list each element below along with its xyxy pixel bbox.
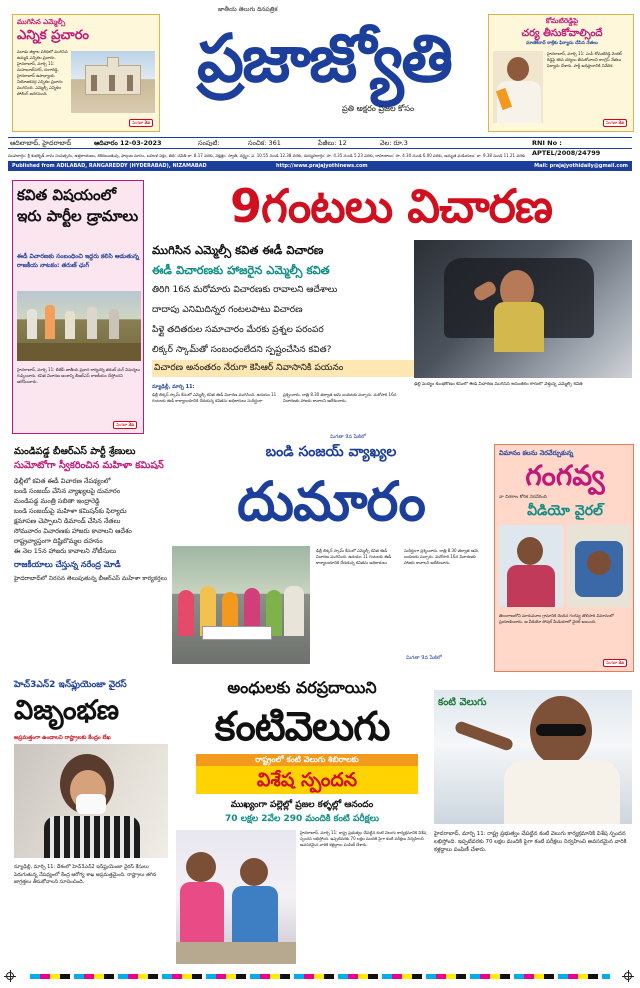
lead-bullet: తిరిగి 16న మరోమారు విచారణకు రావాలని ఆదేశాలు (152, 285, 338, 295)
side-box-more[interactable]: మిగతా 3వ (113, 421, 137, 429)
gangavva-box[interactable] (494, 444, 634, 672)
protest-field-photo (17, 291, 141, 361)
kanti-band (196, 754, 418, 794)
brs-line: క్షమాపణ చెప్పాలని డిమాండ్ చేసిన నేతలు (14, 517, 121, 525)
kanti-line2: 70 లక్షల 2వేల 290 మందికి కంటి పరీక్షలు (225, 814, 379, 824)
virus-body: న్యూఢిల్లీ, మార్చి 11: దేశంలో హెచ్3ఎన్2 ఇన్‌ఫ్లుయెంజా వైరస్ కేసులు పెరుగుతున్న నేపథ్యంలో కేంద్ర ఆరోగ్య శాఖ అప్రమత్తమైంది. రాష్ట్రాలు తగిన జాగ్రత్తలు తీసుకోవాలని సూచించింది. (14, 864, 157, 885)
kanti-banner-text: కంటి వెలుగు (438, 697, 487, 708)
masthead-motto: ప్రతి అక్షరం ప్రజల కోసం (342, 104, 415, 113)
gangavva-sub: వీడియో వైరల్ (527, 503, 603, 519)
gangavva-tag: నా చిరకాల కోరిక నెరవేరింది (499, 495, 547, 500)
website-link[interactable]: http://www.prajajyothinews.com (276, 163, 368, 169)
dateline-volume: సంపుటి: (198, 139, 220, 147)
side-box-headline: కవిత విషయంలో ఇరు పార్టీల డ్రామాలు (17, 186, 139, 225)
lead-bullet: ముగిసిన ఎమ్మెల్సీ కవిత ఈడీ విచారణ (152, 243, 324, 257)
gangavva-headline: గంగవ్వ (525, 459, 605, 492)
left-teaser-headline: ఎన్నిక ప్రచారం (17, 28, 89, 43)
gangavva-photo-1 (499, 525, 563, 607)
lead-bullet: దాదాపు ఎనిమిదిన్నర గంటలపాటు విచారణ (152, 305, 303, 315)
dateline-issue: సంచిక: 361 (248, 139, 281, 147)
brs-line: బండి సంజయ్‌పై మహిళా కమిషన్‌కు ఫిర్యాదు (14, 507, 127, 515)
brs-line: బండి సంజయ్ చేసిన వ్యాఖ్యలపై దుమారం (14, 487, 121, 495)
dateline-pages: పేజీలు: 12 (318, 139, 347, 147)
kavita-photo-caption: ఢిల్లీ మద్యం కుంభకోణం కేసులో ఈడీ విచారణ ముగిసిన అనంతరం కారులో వెళ్తున్న ఎమ్మెల్సీ కవిత (414, 382, 583, 387)
gangavva-photo-2 (567, 525, 631, 607)
lead-body: ఢిల్లీ లిక్కర్ స్కామ్ కేసులో ఎమ్మెల్సీ కవిత ఈడీ విచారణ ముగిసింది. ఉదయం 11 గంటలకు ఈడీ కార్యాలయానికి చేరుకున్న కవితను అధికారులు సుదీర్ఘంగా ప్రశ్నించారు. రాత్రి 8.30 తర్వాత ఆమె బయటకు వచ్చారు. మరోసారి 16న విచారణకు హాజరు కావాలని ఆదేశించారు. (152, 392, 397, 403)
published-from: Published from ADILABAD, RANGAREDDY (HYDERABAD), NIZAMABAD (12, 163, 207, 169)
right-teaser-headline: చర్య తీసుకోవాల్సిందే (521, 28, 603, 39)
brs-sub: సుమోటోగా స్వీకరించిన మహిళా కమిషన్ (14, 460, 164, 471)
dumaram-more[interactable]: మిగతా 9వ పేజీలో (406, 655, 442, 661)
side-box-body: హైదరాబాద్, మార్చి 11: బీజేపీ జాతీయ ప్రధాన కార్యదర్శి తరుణ్ ఛుగ్ విమర్శలు గుప్పించారు. కవిత విచారణ అంశాన్ని బీఆర్ఎస్ రాజకీయం చేస్తోందని ఆరోపించారు. (17, 367, 140, 384)
right-teaser-body: హైదరాబాద్, మార్చి 11: ఎంపీ కోమటిరెడ్డి వెంకట్ రెడ్డిపై కఠిన చర్యలు తీసుకోవాలని కాంగ్రెస్ నేతలు ఫిర్యాదు చేశారు. పార్టీ అధిష్ఠానానికి నివేదిక. (547, 51, 622, 68)
color-bar (30, 974, 610, 979)
kanti-headline: కంటివెలుగు (214, 704, 390, 750)
brs-left-body (14, 574, 168, 654)
kavita-car-photo (414, 240, 632, 378)
election-office-photo (71, 51, 155, 113)
komatireddy-photo (493, 51, 543, 123)
kanti-right-body (434, 830, 632, 964)
lead-headline: 9గంటలు విచారణ (230, 179, 552, 233)
right-teaser-sub: మాణిక్‌రావ్ ఠాక్రేకు ఫిర్యాదు చేసిన నేతలు (526, 41, 598, 46)
dateline-date: ఆదివారం 12-03-2023 (94, 139, 162, 147)
dumaram-body (316, 548, 486, 652)
publisher-bar (8, 161, 632, 171)
brs-line: ఈ నెల 15న హాజరు కావాలని నోటీసులు (14, 547, 117, 555)
gangavva-body: తెలంగాణలోని మారుమూల గ్రామానికి చెందిన గంగవ్వ తొలిసారి విమానంలో ప్రయాణించారు. ఆ వీడియో సోషల్ మీడియాలో వైరల్ అయింది. (499, 613, 614, 624)
left-teaser[interactable] (12, 14, 160, 132)
brs-line: సోమవారం విచారణకు హాజరు కావాలని ఆదేశం (14, 527, 132, 535)
brs-headline: మండిపడ్డ బీఆర్ఎస్ పార్టీ శ్రేణులు (14, 446, 136, 457)
gangavva-kicker: విమానం కలను నెరవేర్చుకున్న (499, 449, 574, 457)
gangavva-more[interactable]: మిగతా 3వ (603, 659, 627, 667)
right-teaser-more[interactable]: మిగతా 3వ (603, 119, 627, 127)
lead-side-box[interactable] (12, 180, 144, 434)
left-teaser-kicker: ముగిసిన ఎమ్మెల్సీ (17, 18, 66, 26)
sick-woman-photo (14, 744, 168, 858)
kanti-kicker: అంధులకు వరప్రదాయిని (227, 678, 377, 697)
side-box-sub: ఈడీ విచారణకు సంబంధించి ఇద్దరు కలిసి ఆడుతున్న రాజకీయ నాటకం: తరుణ్ ఛుగ్ (17, 253, 139, 269)
dateline-city: ఆదిలాబాద్, హైదరాబాద్ (10, 139, 72, 147)
lead-bullet: విచారణ అనంతరం నేరుగా కెసిఆర్ నివాసానికి పయనం (152, 360, 414, 377)
panchang-line: ముహూర్తం: శ్రీ శుభకృత్ నామ సంవత్సరం, ఉత్తరాయణం, శిశిరఋతువు, ఫాల్గుణ మాసం, బహుళ పక్షం, తిథి: చవితి రా. 8.17 వరకు, నక్షత్రం: స్వాతి, వర్జ్యం: ప. 10.55 నుండి 12.38 వరకు, దుర్ముహూర్తం: సా. 4.35 నుండి 5.23 వరకు, రాహుకాలం: సా. 4.30 నుండి 6.00 వరకు, అమృత ఘడియలు: రా. 9.38 నుండి 11.21 వరకు (8, 153, 526, 158)
kanti-band-top: రాష్ట్రంలో కంటి వెలుగు శిబిరాలకు (196, 754, 418, 766)
kanti-right-body-text: హైదరాబాద్, మార్చి 11: రాష్ట్ర ప్రభుత్వం చేపట్టిన కంటి వెలుగు కార్యక్రమానికి విశేష స్పందన లభిస్తోంది. ఇప్పటివరకు 70 లక్షల మందికి పైగా కంటి పరీక్షలు నిర్వహించి అవసరమైన వారికి కళ్లద్దాలు పంపిణీ చేశారు. (434, 831, 627, 853)
brs-protest-photo (172, 546, 310, 664)
kanti-left-body: హైదరాబాద్, మార్చి 11: రాష్ట్ర ప్రభుత్వం చేపట్టిన కంటి వెలుగు కార్యక్రమానికి విశేష స్పందన లభిస్తోంది. ఇప్పటివరకు 70 లక్షల మందికి పైగా కంటి పరీక్షలు నిర్వహించి అవసరమైన వారికి కళ్లద్దాలు పంపిణీ చేశారు. (300, 830, 427, 847)
kanti-band-bottom: విశేష స్పందన (196, 766, 418, 794)
lead-dateline: న్యూఢిల్లీ, మార్చి 11: (152, 384, 195, 390)
registration-mark-left (6, 972, 14, 980)
dumaram-body-text: ఢిల్లీ లిక్కర్ స్కామ్ కేసులో ఎమ్మెల్సీ కవిత ఈడీ విచారణ ముగిసింది. ఉదయం 11 గంటలకు ఈడీ కార్యాలయానికి చేరుకున్న కవితను అధికారులు సుదీర్ఘంగా ప్రశ్నించారు. రాత్రి 8.30 తర్వాత ఆమె బయటకు వచ్చారు. మరోసారి 16న విచారణకు హాజరు కావాలని ఆదేశించారు. (316, 548, 479, 565)
left-teaser-more[interactable]: మిగతా 3వ (129, 119, 153, 127)
virus-kicker: హెచ్3ఎన్2 ఇన్‌ఫ్లుయెంజా వైరస్ (14, 680, 127, 690)
masthead-title: ప్రజాజ్యోతి (196, 20, 452, 97)
lead-bullet: లిక్కర్ స్కామ్‌తో సంబంధంలేదని స్పష్టంచేసిన కవిత? (152, 345, 332, 355)
old-man-glasses-photo (434, 690, 632, 824)
dumaram-kicker: బండి సంజయ్ వ్యాఖ్యల (265, 444, 397, 460)
brs-banner: రాజకీయాలు చేస్తున్న నరేంద్ర మోడీ (14, 560, 121, 569)
lead-bullet: ఈడీ విచారణకు హాజరైన ఎమ్మెల్సీ కవిత (152, 263, 330, 277)
virus-sub: అప్రమత్తంగా ఉండాలని రాష్ట్రాలకు కేంద్రం లేఖ (14, 735, 111, 741)
registration-mark-right (624, 972, 632, 980)
brs-line: ఢిల్లీలో కవిత ఈడీ విచారణ నేపథ్యంలో (14, 477, 111, 485)
eye-test-photo (176, 830, 296, 964)
brs-line: మండిపడ్డ మంత్రి సబితా ఇంద్రారెడ్డి (14, 497, 100, 505)
right-teaser[interactable] (488, 14, 634, 132)
lead-bullets (152, 240, 414, 377)
mail-address: Mail: prajajyothidaily@gmail.com (534, 163, 628, 169)
lead-bullet: పిళ్లై తదితరుల సమాచారం మేరకు ప్రశ్నల పరంపర (152, 325, 324, 335)
kanti-line1: ముఖ్యంగా పల్లెల్లో ప్రజల కళ్ళల్లో ఆనందం (230, 800, 374, 810)
left-teaser-body: మూడు జిల్లాల పరిధిలో ముగిసిన ఉమ్మడి ఎన్నికల ప్రచారం. హైదరాబాద్, మార్చి 11: మహబూబ్‌నగర్, రంగారెడ్డి, హైదరాబాద్ ఉపాధ్యాయ నియోజకవర్గ ఎన్నికల ప్రచారం ముగిసింది. ఎమ్మెల్సీ ఎన్నికల పోలింగ్ జరగనుంది. (17, 49, 68, 96)
dateline-price: వెల: రూ.3 (380, 139, 408, 147)
dumaram-headline: దుమారం (237, 470, 425, 533)
brs-lines (14, 476, 168, 556)
masthead-tagline: జాతీయ తెలుగు దినపత్రిక (218, 6, 278, 13)
right-teaser-kicker: కోమటిరెడ్డిపై (545, 17, 579, 25)
virus-headline: విజృంభణ (14, 695, 120, 726)
brs-left-body-text: హైదరాబాద్‌లో నిరసన తెలుపుతున్న బీఆర్ఎస్ మహిళా కార్యకర్తలు (14, 575, 167, 582)
dateline-rni: RNI No : APTEL/2008/24799 (532, 139, 601, 157)
brs-line: రాష్ట్రవ్యాప్తంగా దిష్టిబొమ్మల దహనం (14, 537, 103, 545)
lead-more[interactable]: మిగతా 9వ పేజీలో (330, 434, 366, 440)
